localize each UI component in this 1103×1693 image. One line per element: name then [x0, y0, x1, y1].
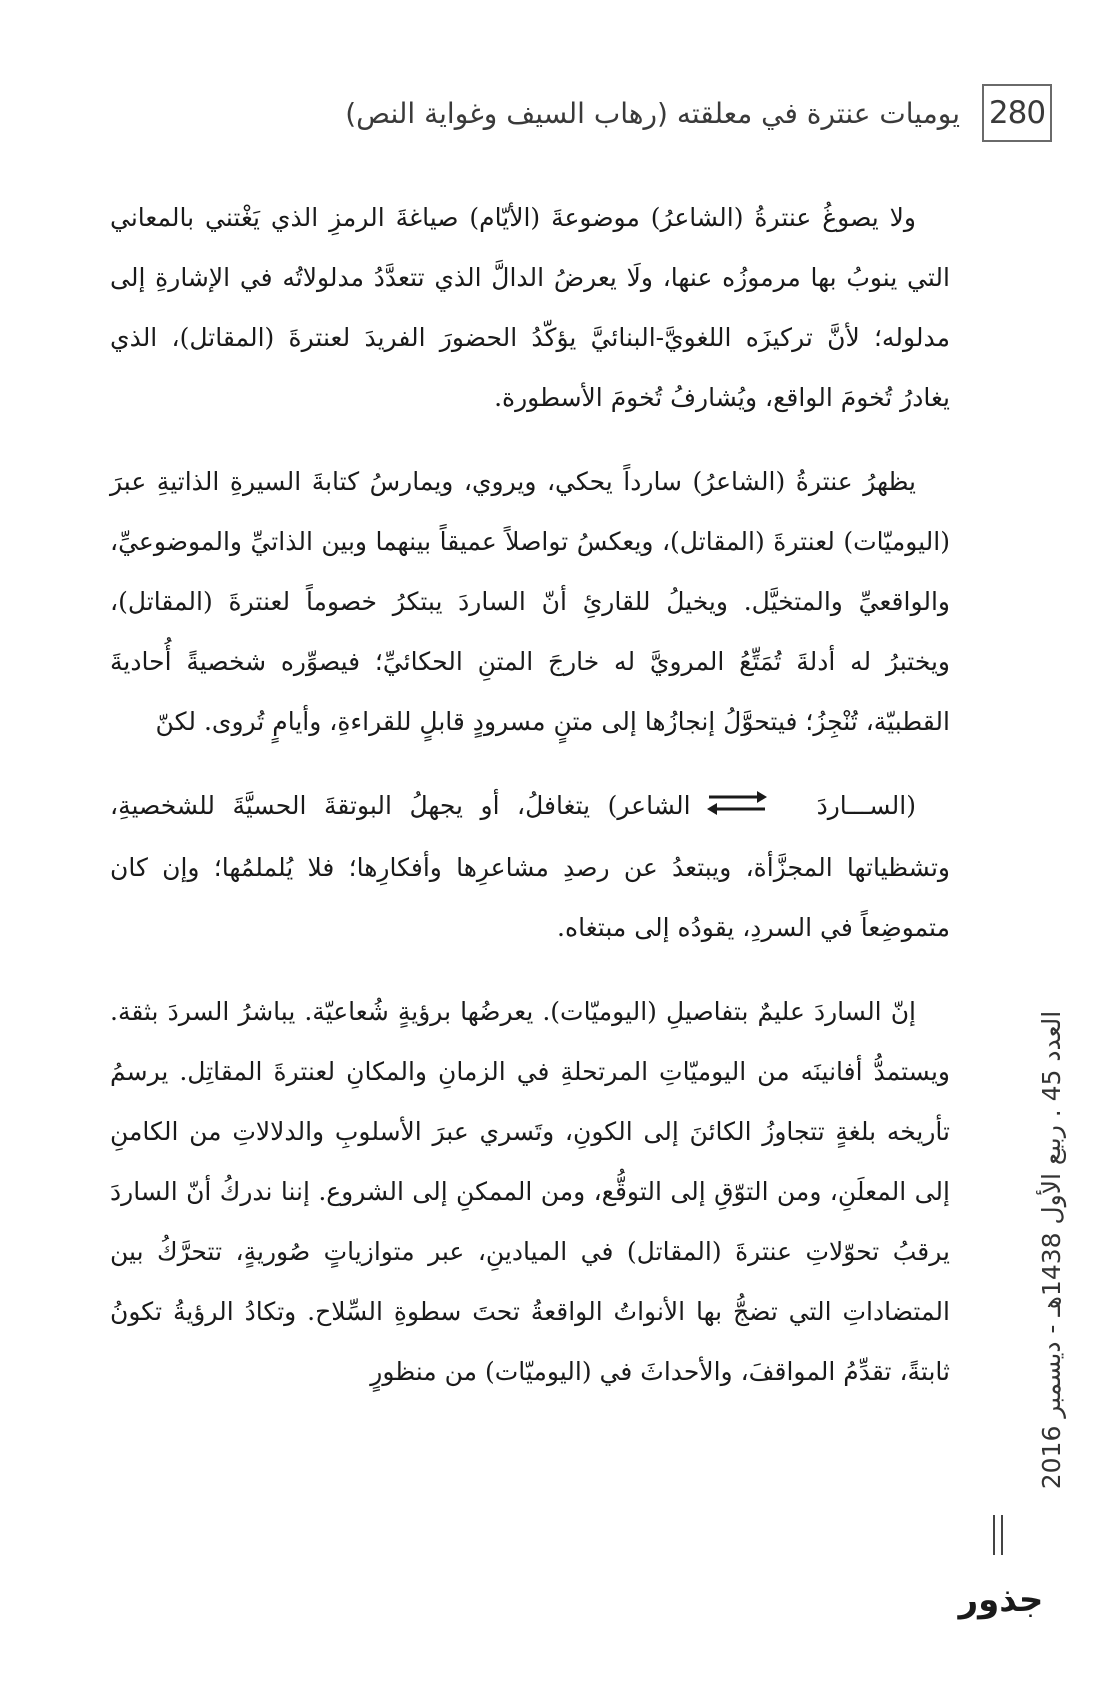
paragraph-1: ولا يصوغُ عنترةُ (الشاعرُ) موضوعةَ (الأيّام) صياغةَ الرمزِ الذي يَغْتني بالمعاني التي ينوبُ بها مرموزُه عنها، ولَا يعرضُ الدالَّ الذي تتعدَّدُ مدلولاتُه في الإشارةِ إلى مدلوله؛ لأنَّ تركيزَه اللغويَّ-البنائيَّ يؤكّدُ الحضورَ الفريدَ لعنترةَ (المقاتل)، الذي يغادرُ تُخومَ الواقع، ويُشارفُ تُخومَ الأسطورة. — [110, 203, 950, 412]
side-divider — [993, 1515, 1003, 1555]
issue-info-vertical: العدد 45 . ربيع الأول 1438هـ - ديسمبر 2016 — [1037, 1010, 1066, 1490]
paragraph-4: إنّ الساردَ عليمٌ بتفاصيلِ (اليوميّات). يعرضُها برؤيةٍ شُعاعيّة. يباشرُ السردَ بثقة. ويستمدُّ أفانينَه من اليوميّاتِ المرتحلةِ في الزمانِ والمكانِ لعنترةَ المقاتِل. يرسمُ تأريخه بلغةٍ تتجاوزُ الكائنَ إلى الكونِ، وتَسري عبرَ الأسلوبِ والدلالاتِ من الكامنِ إلى المعلَنِ، ومن التوّقِ إلى التوقُّع، ومن الممكنِ إلى الشروع. إننا ندركُ أنّ الساردَ يرقبُ تحوّلاتِ عنترةَ (المقاتل) في الميادينِ، عبر متوازياتٍ صُوريةٍ، تتحرَّكُ بين المتضاداتِ التي تضجُّ بها الأنواتُ الواقعةُ تحتَ سطوةِ السِّلاح. وتكادُ الرؤيةُ تكونُ ثابتةً، تقدِّمُ المواقفَ، والأحداثَ في (اليوميّات) من منظورٍ — [110, 996, 950, 1386]
two-way-arrows-icon — [705, 778, 803, 838]
journal-logo: جذور — [958, 1580, 1044, 1620]
arrow-paragraph-before: (الســـاردَ — [816, 791, 916, 820]
page-number: 280 — [982, 84, 1052, 142]
paragraph-2: يظهرُ عنترةُ (الشاعرُ) سارداً يحكي، ويروي، ويمارسُ كتابةَ السيرةِ الذاتيةِ عبرَ (اليوميّات) لعنترةَ (المقاتل)، ويعكسُ تواصلاً عميقاً بينهما وبين الذاتيِّ والموضوعيِّ، والواقعيِّ والمتخيَّل. ويخيلُ للقارئِ أنّ الساردَ يبتكرُ خصوماً لعنترةَ (المقاتل)، ويختبرُ له أدلةَ تُمَتِّعُ المرويَّ له خارجَ المتنِ الحكائيِّ؛ فيصوِّره شخصيةً أُحاديةَ القطبيّة، تُنْجِزُ؛ فيتحوَّلُ إنجازُها إلى متنٍ مسرودٍ قابلٍ للقراءةِ، وأيامٍ تُروى. لكنّ — [110, 467, 950, 736]
arrow-paragraph-after: الشاعر) يتغافلُ، أو يجهلُ البوتقةَ الحسيَّةَ للشخصيةِ، وتشظياتها المجزَّأة، ويبتعدُ عن رصدِ مشاعرِها وأفكارِها؛ فلا يُلملمُها؛ وإن كان متموضِعاً في السردِ، يقودُه إلى مبتغاه. — [110, 791, 950, 942]
article-body — [110, 188, 950, 1426]
paragraph-3 — [110, 776, 950, 958]
running-header-title: يوميات عنترة في معلقته (رهاب السيف وغواية النص) — [345, 97, 960, 130]
